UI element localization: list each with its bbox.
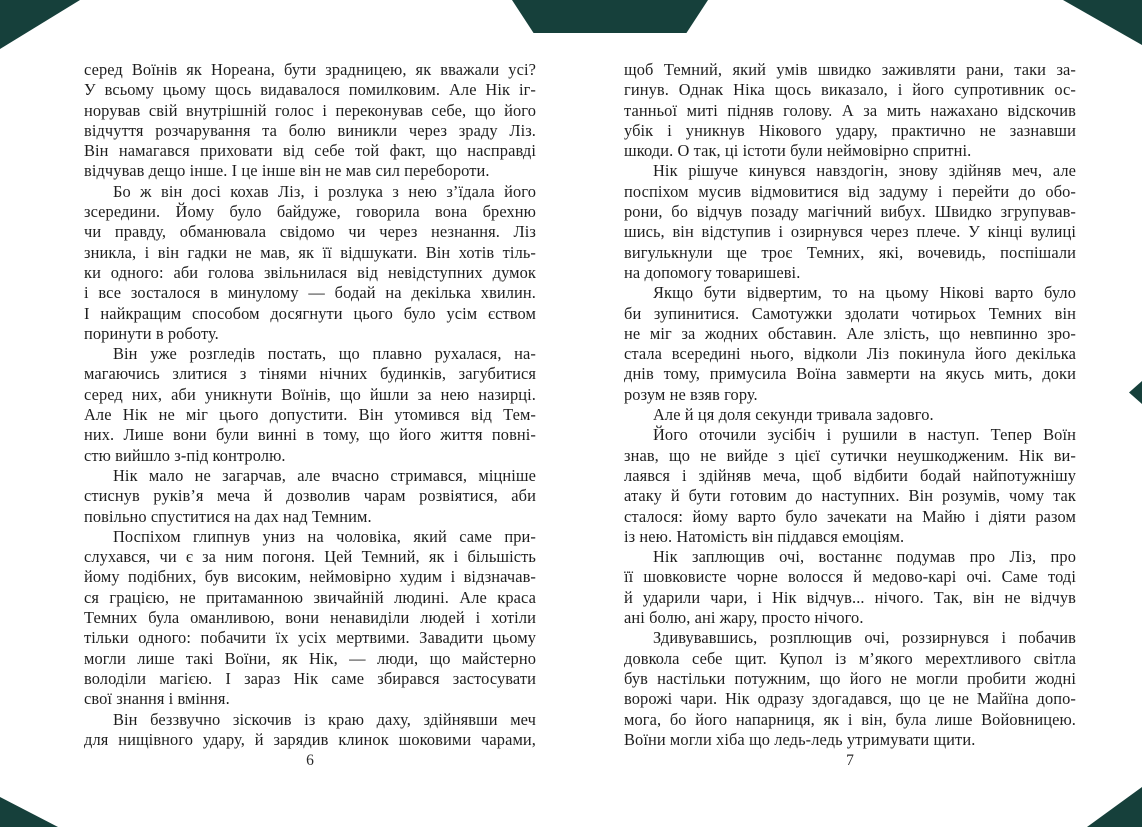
text-line: володіли магією. І зараз Нік саме збирався застосувати bbox=[84, 668, 536, 688]
text-line: них. Лише вони були винні в тому, що його життя повні- bbox=[84, 425, 536, 445]
text-line: щоб Темний, який умів швидко заживляти рани, таки за- bbox=[624, 60, 1076, 79]
text-line: шкоди. О так, ці істоти були неймовірно спритні. bbox=[624, 141, 972, 161]
text-line: вигулькнули ще троє Темних, які, вочевидь, поспішали bbox=[624, 242, 1076, 262]
text-line: днів тому, примусила Воїна завмерти на якусь мить, доки bbox=[624, 364, 1076, 384]
text-line: лаявся і здійняв меча, щоб відбити бодай найпотужнішу bbox=[624, 465, 1076, 485]
text-line: зникла, і він гадки не мав, як її відшукати. Він хотів тіль- bbox=[84, 242, 536, 262]
text-line: розум не взяв гору. bbox=[624, 384, 758, 404]
text-line: Але й ця доля секунди тривала задовго. bbox=[653, 405, 934, 425]
text-line: довкола себе щит. Купол із м’якого мерехтливого світла bbox=[624, 648, 1076, 668]
text-line: на допомогу товаришеві. bbox=[624, 262, 801, 282]
text-line: для нищівного удару, й зарядив клинок шоковими чарами, bbox=[84, 729, 536, 749]
text-line: стала всередині нього, відколи Ліз покинула його декілька bbox=[624, 344, 1076, 364]
text-line: могли лише такі Воїни, як Нік, — люди, що майстерно bbox=[84, 648, 536, 668]
text-line: рони, бо відчув позаду магічний вибух. Швидко згрупував- bbox=[624, 202, 1076, 222]
text-line: Темних була оманливою, вони ненавиділи людей і хотіли bbox=[84, 608, 536, 628]
text-line: гинув. Однак Ніка щось виказало, і його супротивник ос- bbox=[624, 80, 1076, 100]
text-line: поринути в роботу. bbox=[84, 323, 219, 343]
page-left-text-column bbox=[84, 60, 536, 750]
page-right-number: 7 bbox=[846, 752, 854, 769]
text-line: Воїни могли хіба що ледь-ледь утримувати щити. bbox=[624, 729, 976, 749]
text-line: Нік рішуче кинувся навздогін, знову здійняв меч, але bbox=[653, 161, 1076, 181]
text-line: Він беззвучно зіскочив із краю даху, здійнявши меч bbox=[113, 709, 536, 729]
text-line: стю вийшло з-під контролю. bbox=[84, 445, 286, 465]
text-line: й ударили чари, і Нік відчув... нічого. Так, він не відчув bbox=[624, 587, 1076, 607]
text-line: норував свій внутрішній голос і переконував себе, що його bbox=[84, 100, 536, 120]
text-line: шись, він відступив і озирнувся через плече. У кінці вулиці bbox=[624, 222, 1076, 242]
page-curl-top-left-icon bbox=[0, 0, 80, 49]
page-curl-top-right-icon bbox=[1063, 0, 1142, 45]
text-line: сталося: йому варто було зачекати на Майю і діяти разом bbox=[624, 506, 1076, 526]
text-line: Нік заплющив очі, востаннє подумав про Ліз, про bbox=[653, 547, 1076, 567]
text-line: магаючись злитися з тінями нічних будинків, загубитися bbox=[84, 364, 536, 384]
text-line: тільки одного: побачити їх усіх мертвими. Завадити цьому bbox=[84, 628, 536, 648]
text-line: Але Нік не міг цього допустити. Він утомився від Тем- bbox=[84, 405, 536, 425]
text-line: серед Воїнів як Нореана, бути зрадницею, як вважали усі? bbox=[84, 60, 536, 79]
text-line: слухався, чи є за ним погоня. Цей Темний, як і більшість bbox=[84, 547, 536, 567]
text-line: У всьому цьому щось видавалося помилковим. Але Нік іг- bbox=[84, 80, 536, 100]
text-line: Нік мало не загарчав, але вчасно стримався, міцніше bbox=[113, 465, 536, 485]
text-line: не міг за жодних обставин. Але злість, що невпинно зро- bbox=[624, 323, 1076, 343]
text-line: Його оточили зусібіч і рушили в наступ. Тепер Воїн bbox=[653, 425, 1076, 445]
text-line: і все зосталося в минулому — бодай на декілька хвилин. bbox=[84, 283, 536, 303]
page-curl-bottom-left-icon bbox=[0, 797, 58, 827]
text-line: атаку й бути готовим до наступних. Він розумів, чому так bbox=[624, 486, 1076, 506]
text-line: І найкращим способом досягнути цього було усім єством bbox=[84, 303, 536, 323]
text-line: зсередини. Йому було байдуже, говорила вона брехню bbox=[84, 202, 536, 222]
text-line: Якщо бути відвертим, то на цьому Нікові варто було bbox=[653, 283, 1076, 303]
text-line: Він уже розгледів постать, що плавно рухалася, на- bbox=[113, 344, 536, 364]
text-line: убік і уникнув Нікового удару, практично не зазнавши bbox=[624, 120, 1076, 140]
text-line: із нею. Натомість він піддався емоціям. bbox=[624, 526, 905, 546]
page-curl-right-middle-icon bbox=[1129, 381, 1142, 404]
text-line: знав, що не вийде з цієї сутички неушкодженим. Нік ви- bbox=[624, 445, 1076, 465]
page-curl-top-center-icon bbox=[512, 0, 708, 33]
text-line: йому подібних, був високим, неймовірно худим і відзначав- bbox=[84, 567, 536, 587]
text-line: танньої миті підняв голову. А за мить нажахано відскочив bbox=[624, 100, 1076, 120]
text-line: ворожі чари. Нік одразу здогадався, що це не Майїна допо- bbox=[624, 689, 1076, 709]
text-line: Він намагався приховати від себе той факт, що насправді bbox=[84, 141, 536, 161]
text-line: ки одного: аби голова звільнилася від невідступних думок bbox=[84, 262, 536, 282]
page-right-text-column bbox=[624, 60, 1076, 750]
text-line: Здивувавшись, розплющив очі, роззирнувся і побачив bbox=[653, 628, 1076, 648]
text-line: повільно спуститися на дах над Темним. bbox=[84, 506, 372, 526]
text-line: її шовковисте чорне волосся й медово-карі очі. Саме тоді bbox=[624, 567, 1076, 587]
text-line: відчував дещо інше. І це інше він не мав сил перебороти. bbox=[84, 161, 490, 181]
text-line: свої знання і вміння. bbox=[84, 689, 230, 709]
page-left-number: 6 bbox=[306, 752, 314, 769]
text-line: ся грацією, не притаманною звичайній людині. Але краса bbox=[84, 587, 536, 607]
text-line: Поспіхом глипнув униз на чоловіка, який саме при- bbox=[113, 526, 536, 546]
text-line: би зупинитися. Самотужки здолати чотирьох Темних він bbox=[624, 303, 1076, 323]
text-line: відчуття розчарування та болю виникли через зраду Ліз. bbox=[84, 120, 536, 140]
text-line: чи правду, обманювала свідомо чи через незнання. Ліз bbox=[84, 222, 536, 242]
text-line: ані болю, ані жару, просто нічого. bbox=[624, 608, 864, 628]
page-curl-bottom-right-icon bbox=[1087, 787, 1142, 827]
text-line: поспіхом мусив відмовитися від задуму і перейти до обо- bbox=[624, 181, 1076, 201]
text-line: Бо ж він досі кохав Ліз, і розлука з нею з’їдала його bbox=[113, 181, 536, 201]
text-line: стиснув руків’я меча й дозволив чарам розвіятися, аби bbox=[84, 486, 536, 506]
text-line: був настільки потужним, що його не могли пробити жодні bbox=[624, 668, 1076, 688]
text-line: серед них, аби уникнути Воїнів, що йшли за нею назирці. bbox=[84, 384, 536, 404]
text-line: мога, бо його напарниця, як і він, була лише Войовницею. bbox=[624, 709, 1076, 729]
